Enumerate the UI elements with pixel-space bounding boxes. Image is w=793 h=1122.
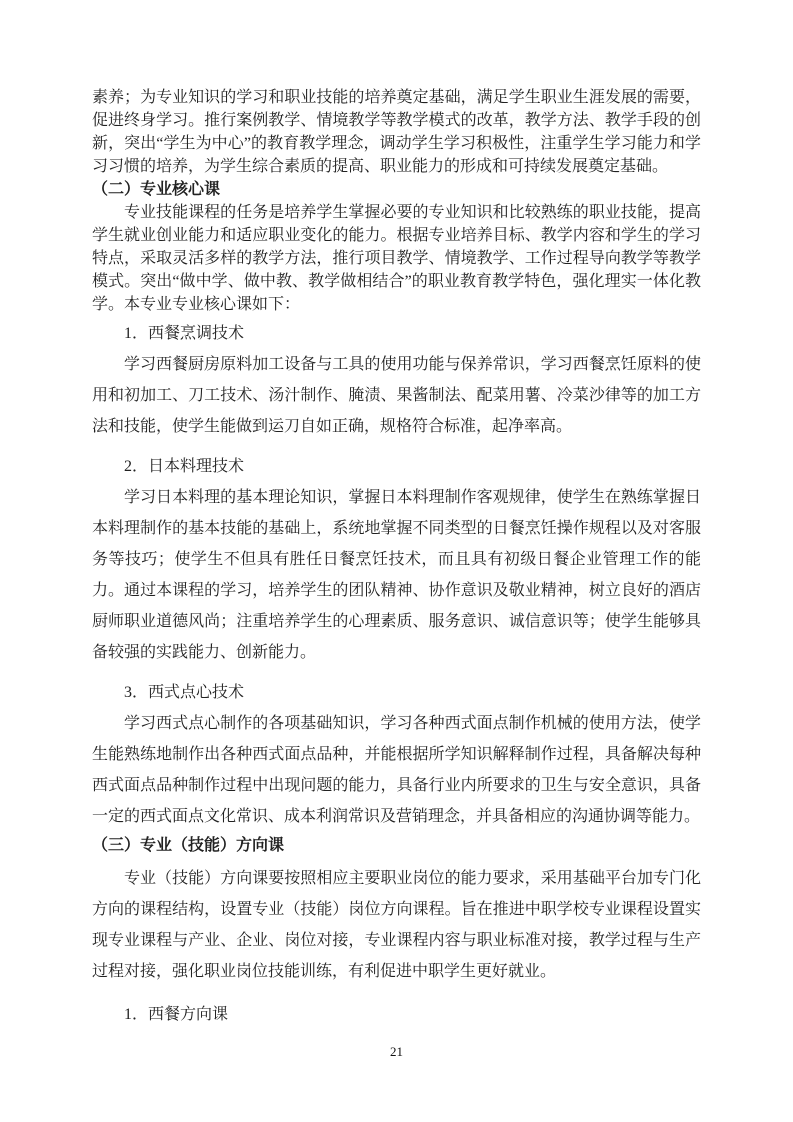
course-title: 1．西餐烹调技术	[124, 325, 245, 342]
course-title: 2．日本料理技术	[124, 458, 245, 475]
section-direction-courses-intro: 专业（技能）方向课要按照相应主要职业岗位的能力要求，采用基础平台加专门化方向的课程结构，设置专业（技能）岗位方向课程。旨在推进中职学校专业课程设置实现专业课程与产业、企业、岗位对接，专业课程内容与职业标准对接，教学过程与生产过程对接，强化职业岗位技能训练，有利促进中职学生更好就业。	[92, 870, 701, 980]
course-title: 3．西式点心技术	[124, 684, 245, 701]
paragraph-continuation: 素养；为专业知识的学习和职业技能的培养奠定基础，满足学生职业生涯发展的需要，促进终身学习。推行案例教学、情境教学等教学模式的改革，教学方法、教学手段的创新，突出“学生为中心”的教育教学理念，调动学生学习积极性，注重学生学习能力和学习习惯的培养，为学生综合素质的提高、职业能力的形成和可持续发展奠定基础。	[92, 89, 701, 175]
page-number: 21	[390, 1044, 403, 1059]
course-item-japanese-cuisine	[92, 451, 701, 668]
course-description: 学习西餐厨房原料加工设备与工具的使用功能与保养常识，学习西餐烹饪原料的使用和初加工、刀工技术、汤汁制作、腌渍、果酱制法、配菜用薯、冷菜沙律等的加工方法和技能，使学生能做到运刀自如正确，规格符合标准，起净率高。	[92, 356, 701, 435]
section-heading-direction-courses: （三）专业（技能）方向课	[92, 837, 285, 854]
section-core-courses-intro: 专业技能课程的任务是培养学生掌握必要的专业知识和比较熟练的职业技能，提高学生就业创业能力和适应职业变化的能力。根据专业培养目标、教学内容和学生的学习特点，采取灵活多样的教学方法，推行项目教学、情境教学、工作过程导向教学等教学模式。突出“做中学、做中教、教学做相结合”的职业教育教学特色，强化理实一体化教学。本专业专业核心课如下：	[92, 204, 701, 313]
page-content	[92, 86, 701, 1030]
section-heading-core-courses: （二）专业核心课	[92, 181, 221, 198]
course-description: 学习日本料理的基本理论知识，掌握日本料理制作客观规律，使学生在熟练掌握日本料理制作的基本技能的基础上，系统地掌握不同类型的日餐烹饪操作规程以及对客服务等技巧；使学生不但具有胜任日餐烹饪技术，而且具有初级日餐企业管理工作的能力。通过本课程的学习，培养学生的团队精神、协作意识及敬业精神，树立良好的酒店厨师职业道德风尚；注重培养学生的心理素质、服务意识、诚信意识等；使学生能够具备较强的实践能力、创新能力。	[92, 489, 701, 661]
course-item-western-cooking	[92, 318, 701, 442]
course-item-western-pastry	[92, 677, 701, 832]
course-title-western-direction: 1．西餐方向课	[124, 1006, 229, 1023]
course-description: 学习西式点心制作的各项基础知识，学习各种西式面点制作机械的使用方法，使学生能熟练地制作出各种西式面点品种，并能根据所学知识解释制作过程，具备解决每种西式面点品种制作过程中出现问题的能力，具备行业内所要求的卫生与安全意识，具备一定的西式面点文化常识、成本利润常识及营销理念，并具备相应的沟通协调等能力。	[92, 715, 701, 825]
